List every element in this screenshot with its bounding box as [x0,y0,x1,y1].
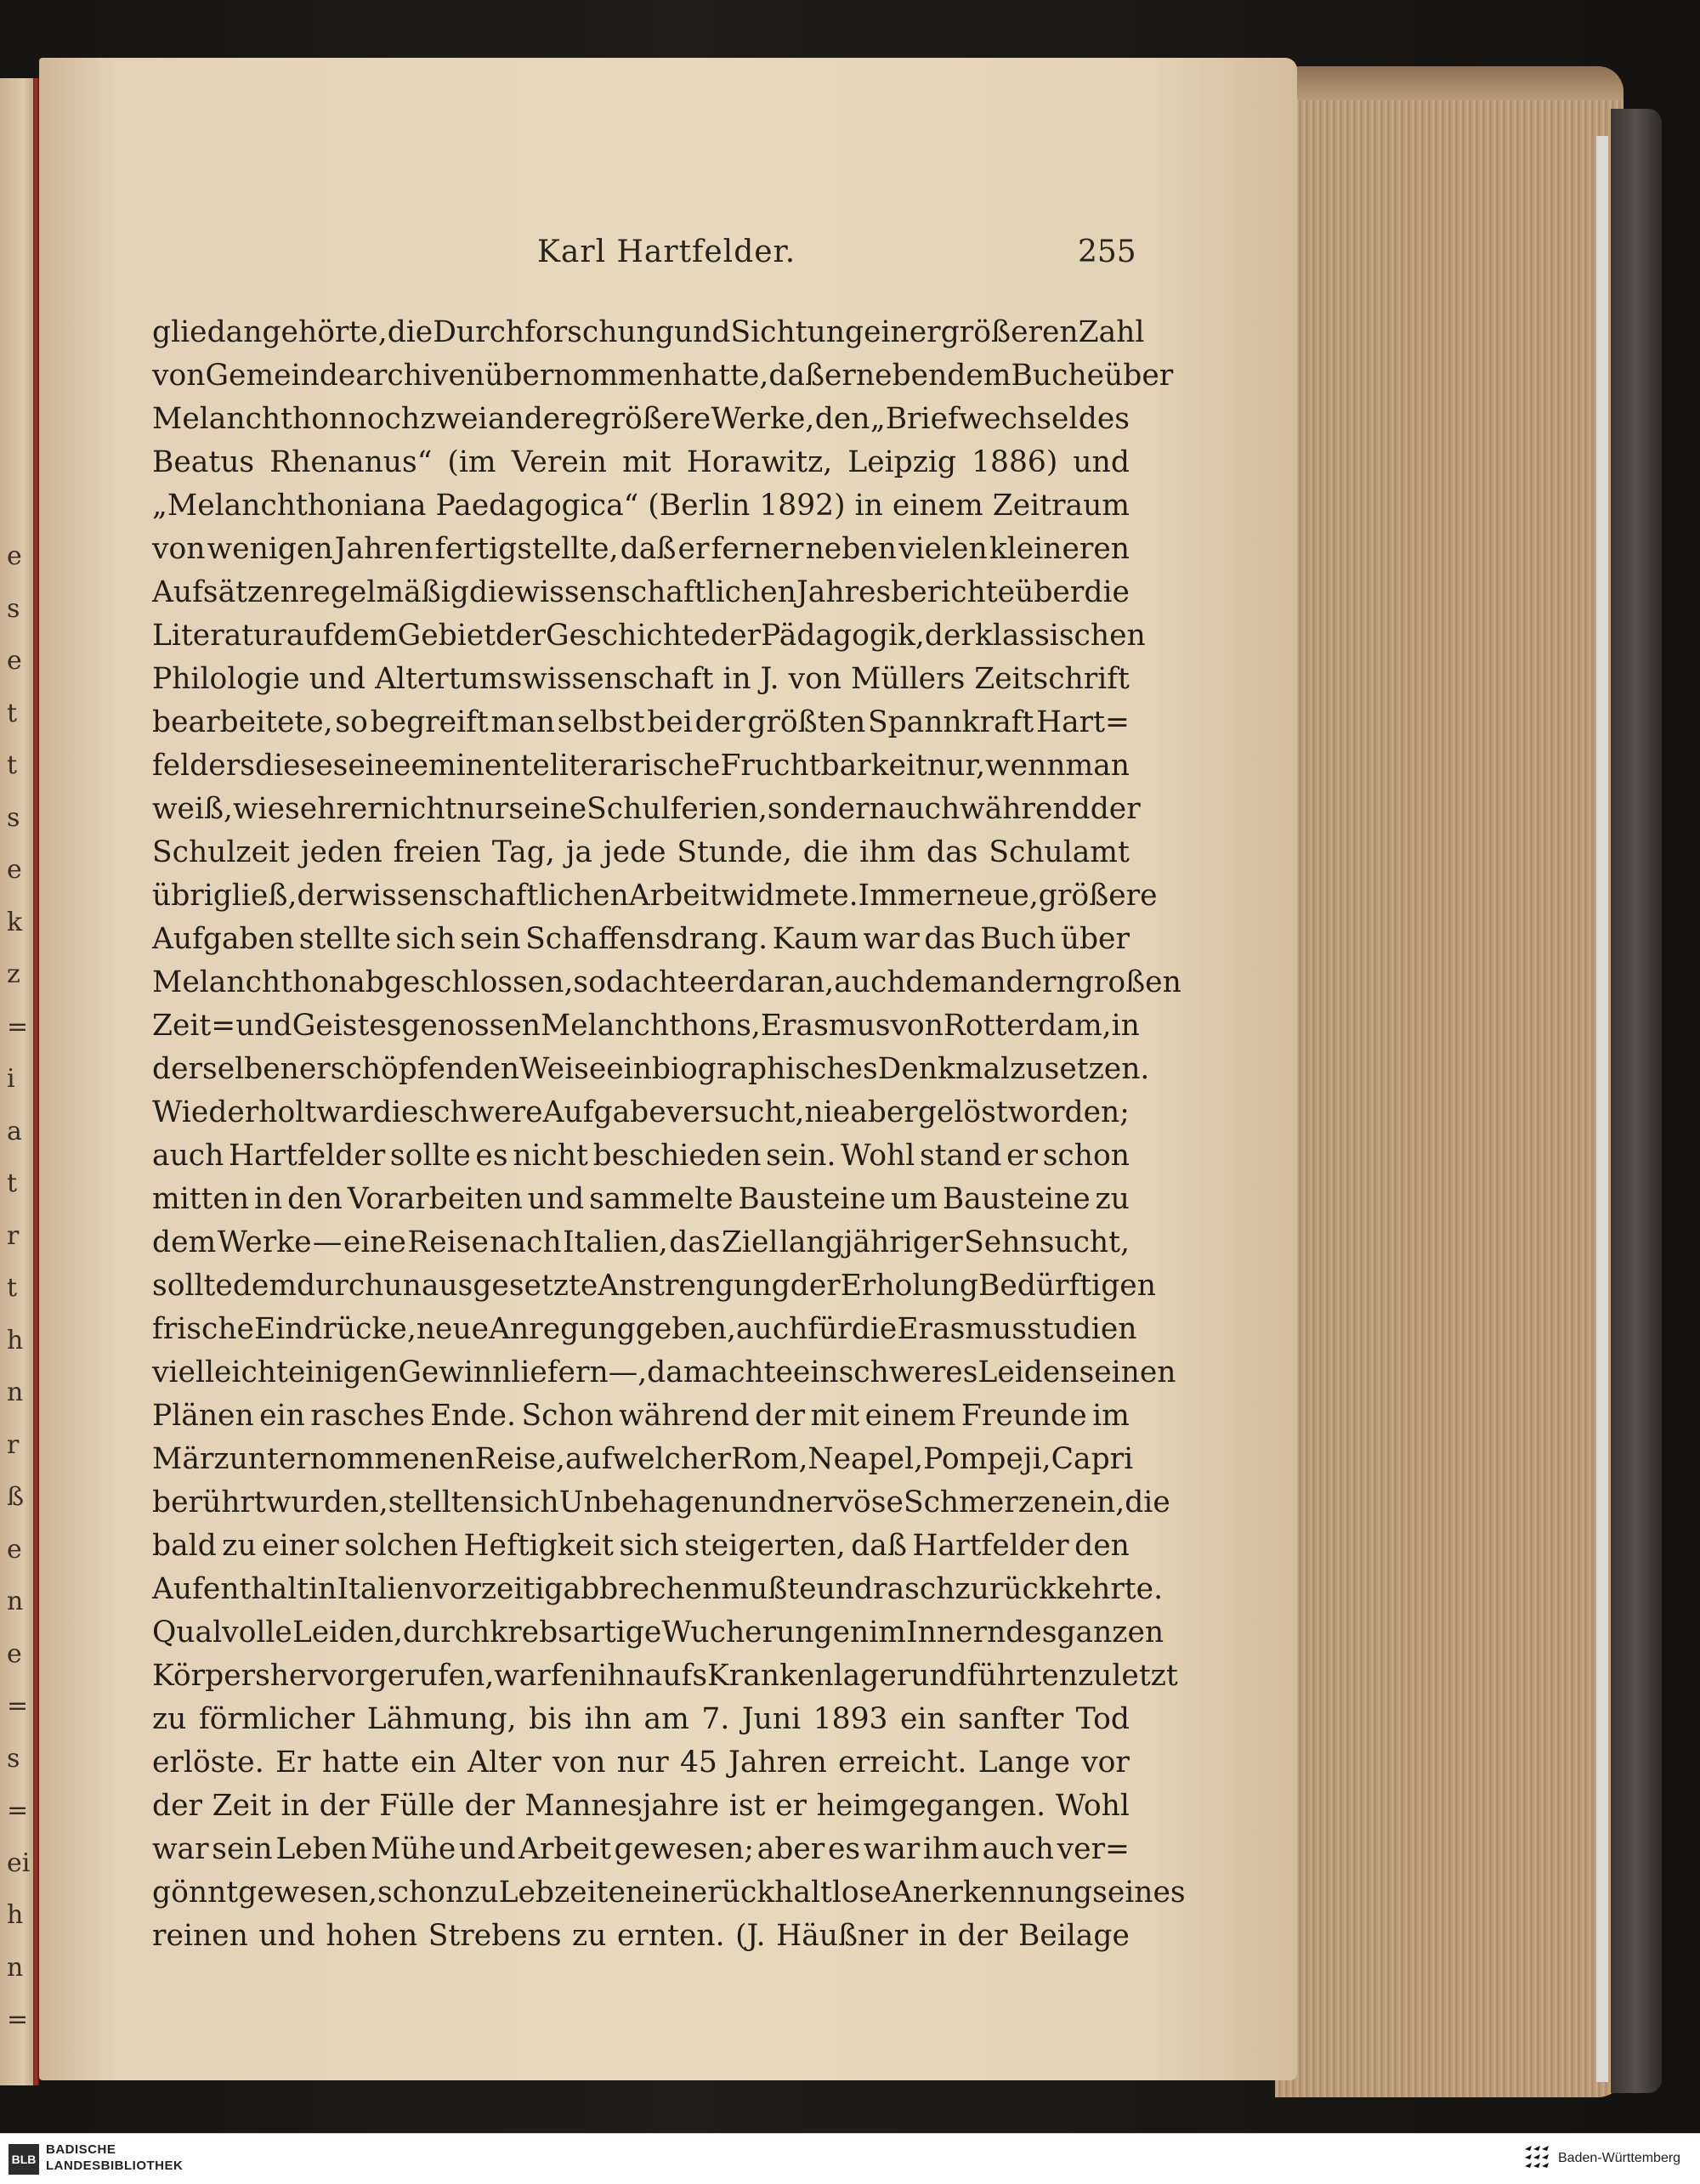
prev-page-glyph: z [7,959,20,989]
prev-page-glyph: s [7,593,20,624]
prev-page-glyph: n [7,1952,24,1983]
text-line: von Gemeindearchiven übernommen hatte, daß er neben dem Buche über [152,359,1174,393]
text-line: zu förmlicher Lähmung, bis ihn am 7. Juni 1893 ein sanfter Tod [152,1702,1130,1736]
prev-page-glyph: = [7,1691,29,1721]
text-line: mitten in den Vorarbeiten und sammelte Bausteine um Bausteine zu [152,1182,1130,1216]
page-number: 255 [1078,235,1136,269]
library-name-line1: BADISCHE [46,2142,116,2157]
prev-page-glyph: t [7,750,18,780]
body-text [152,311,1186,1958]
text-line: derselben erschöpfenden Weise ein biographisches Denkmal zu setzen. [152,1052,1150,1086]
text-line: Qualvolle Leiden, durch krebsartige Wucherungen im Innern des ganzen [152,1615,1164,1649]
text-line: weiß, wie sehr er nicht nur seine Schulferien, sondern auch während der [152,792,1141,826]
prev-page-glyph: e [7,646,22,676]
text-line: Zeit= und Geistesgenossen Melanchthons, Erasmus von Rotterdam, in [152,1009,1140,1043]
baden-wuerttemberg-lions-icon[interactable] [1522,2144,1550,2176]
prev-page-glyph: = [7,2005,29,2034]
text-line: Melanchthon noch zwei andere größere Werke, den „Briefwechsel des [152,402,1130,436]
prev-page-glyph: s [7,1743,20,1774]
text-line: erlöste. Er hatte ein Alter von nur 45 Jahren erreicht. Lange vor [152,1746,1130,1779]
prev-page-glyph: r [7,1220,20,1251]
text-line: Schulzeit jeden freien Tag, ja jede Stunde, die ihm das Schulamt [152,835,1130,869]
book-cover-edge [1611,109,1662,2093]
text-line: März unternommenen Reise, auf welcher Rom, Neapel, Pompeji, Capri [152,1442,1134,1476]
prev-page-glyph: t [7,1273,18,1303]
red-page-edge [33,78,39,2085]
text-line: Aufenthalt in Italien vorzeitig abbrechen mußte und rasch zurückkehrte. [152,1572,1164,1606]
prev-page-glyph: e [7,1534,22,1564]
book-fore-edge-top [1275,66,1624,100]
text-line: bald zu einer solchen Heftigkeit sich steigerten, daß Hartfelder den [152,1529,1130,1563]
endpaper-strip [1596,136,1608,2082]
state-name[interactable]: Baden-Württemberg [1558,2151,1681,2165]
text-line: gönnt gewesen, schon zu Lebzeiten eine rückhaltlose Anerkennung seines [152,1876,1186,1910]
previous-page-glyphs [0,78,34,2085]
prev-page-glyph: e [7,855,22,885]
text-line: felders diese seine eminente literarische Fruchtbarkeit nur, wenn man [152,749,1130,783]
library-name-line2: LANDESBIBLIOTHEK [46,2159,184,2173]
prev-page-glyph: n [7,1587,24,1616]
text-line: Melanchthon abgeschlossen, so dachte er daran, auch dem andern großen [152,965,1182,999]
prev-page-glyph: ß [7,1482,25,1512]
prev-page-glyph: n [7,1378,24,1407]
text-line: von wenigen Jahren fertigstellte, daß er ferner neben vielen kleineren [152,532,1130,566]
prev-page-glyph: a [7,1116,22,1146]
prev-page-glyph: i [7,1064,15,1094]
footer-bar [0,2133,1700,2184]
book-page [39,58,1297,2080]
text-line: frische Eindrücke, neue Anregung geben, auch für die Erasmusstudien [152,1312,1137,1346]
text-line: Plänen ein rasches Ende. Schon während der mit einem Freunde im [152,1399,1130,1433]
text-line: Beatus Rhenanus“ (im Verein mit Horawitz, Leipzig 1886) und [152,445,1130,479]
text-line: „Melanchthoniana Paedagogica“ (Berlin 1892) in einem Zeitraum [152,489,1130,523]
text-line: war sein Leben Mühe und Arbeit gewesen; aber es war ihm auch ver= [152,1832,1130,1866]
text-line: Körpers hervorgerufen, warfen ihn aufs Krankenlager und führten zuletzt [152,1659,1178,1693]
prev-page-glyph: = [7,1011,29,1042]
running-title: Karl Hartfelder. [537,235,796,269]
text-line: Philologie und Altertumswissenschaft in J. von Müllers Zeitschrift [152,662,1130,696]
prev-page-glyph: s [7,802,20,833]
prev-page-glyph: ei [7,1847,31,1878]
text-line: reinen und hohen Strebens zu ernten. (J. Häußner in der Beilage [152,1919,1130,1953]
text-line: dem Werke — eine Reise nach Italien, das Ziel langjähriger Sehnsucht, [152,1225,1130,1259]
prev-page-glyph: t [7,1168,18,1198]
text-line: sollte dem durch unausgesetzte Anstrengung der Erholung Bedürftigen [152,1269,1156,1303]
prev-page-glyph: h [7,1325,24,1355]
text-line: Aufgaben stellte sich sein Schaffensdrang. Kaum war das Buch über [152,922,1130,956]
prev-page-glyph: r [7,1429,20,1460]
prev-page-glyph: t [7,698,18,728]
text-line: bearbeitete, so begreift man selbst bei der größten Spannkraft Hart= [152,705,1130,739]
prev-page-glyph: e [7,541,22,571]
text-line: Aufsätzen regelmäßig die wissenschaftlichen Jahresberichte über die [152,575,1130,609]
prev-page-glyph: = [7,1796,29,1825]
blb-logo-icon[interactable]: BLB [8,2144,39,2175]
text-line: übrig ließ, der wissenschaftlichen Arbeit widmete. Immer neue, größere [152,879,1158,913]
text-line: der Zeit in der Fülle der Mannesjahre ist er heimgegangen. Wohl [152,1789,1130,1823]
text-line: Wiederholt war die schwere Aufgabe versucht, nie aber gelöst worden; [152,1095,1130,1129]
text-line: auch Hartfelder sollte es nicht beschieden sein. Wohl stand er schon [152,1139,1130,1173]
text-line: Literatur auf dem Gebiet der Geschichte der Pädagogik, der klassischen [152,619,1146,653]
prev-page-glyph: e [7,1638,22,1669]
previous-page-edge [0,78,39,2085]
text-line: berührt wurden, stellten sich Unbehagen und nervöse Schmerzen ein, die [152,1485,1170,1519]
library-name[interactable] [46,2142,183,2174]
running-head [39,235,1297,286]
book-fore-edge [1275,66,1624,2097]
prev-page-glyph: k [7,907,23,937]
text-line: vielleicht einigen Gewinn liefern —, da machte ein schweres Leiden seinen [152,1355,1176,1389]
prev-page-glyph: h [7,1900,24,1930]
text-line: glied angehörte, die Durchforschung und Sichtung einer größeren Zahl [152,315,1145,349]
